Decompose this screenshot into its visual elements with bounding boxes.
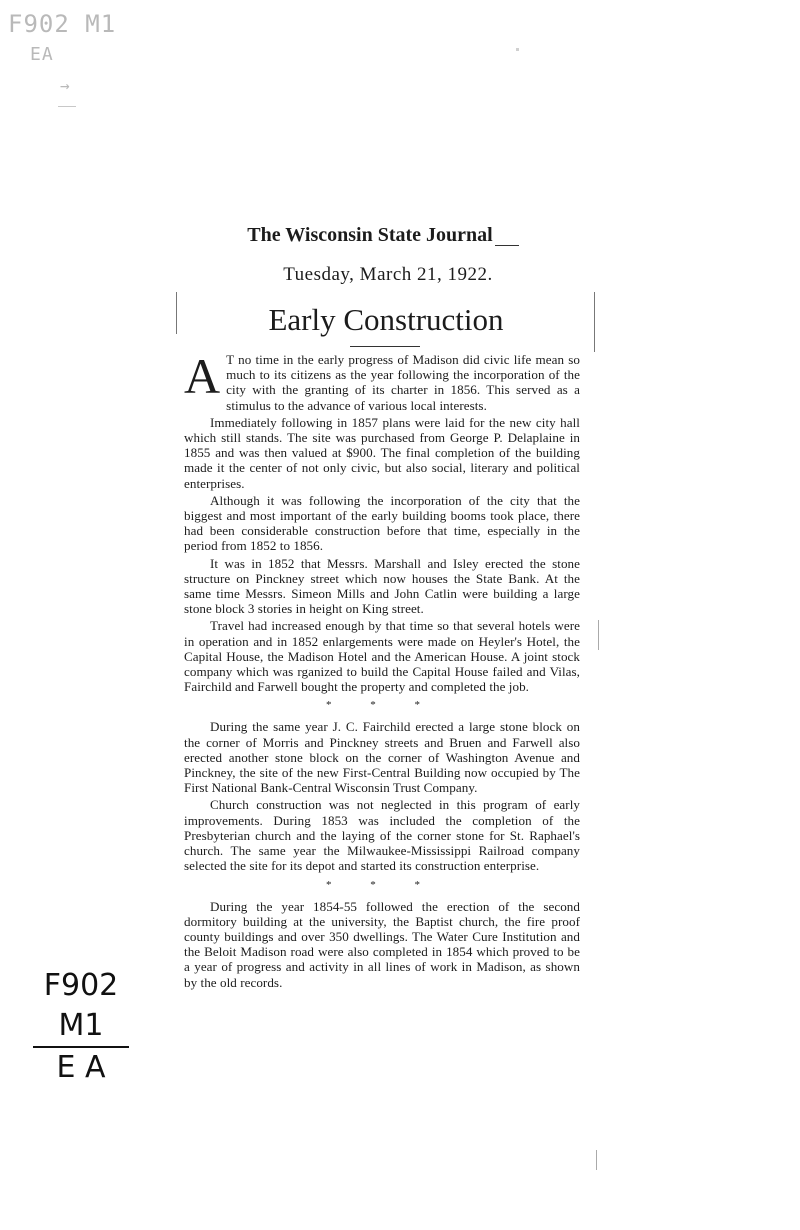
article-paragraph: During the same year J. C. Fairchild erected a large stone block on the corner of Morris and Pinckney streets and Bruen and Farwell also erected another stone block on the corner of Washington Avenue and Pinckney, the site of the new First-Central Building now occupied by The First National Bank-Central Wisconsin Trust Company.: [184, 719, 580, 796]
clipping-edge-bottom: [596, 1150, 597, 1170]
article-paragraph: Immediately following in 1857 plans were laid for the new city hall which still stands. The site was purchased from George P. Delaplaine in 1855 and was then valued at $900. The final completion of the building made it the center of not only civic, but also social, literary and political enterprises.: [184, 414, 580, 491]
article-paragraph: [184, 348, 580, 413]
dateline: Tuesday, March 21, 1922.: [283, 264, 493, 285]
scan-speck: [516, 48, 519, 51]
article-paragraph: Church construction was not neglected in this program of early improvements. During 1853 was included the completion of the Presbyterian church and the laying of the corner stone for St. Raphael's church. The same year the Milwaukee-Mississippi Railroad company selected the site for its depot and started its construction enterprise.: [184, 797, 580, 874]
archive-mark-sub: EA: [30, 44, 54, 65]
article-body: [184, 348, 580, 992]
paragraph-text: T no time in the early progress of Madison did civic life mean so much to its citizens as the year following the incorporation of the city with the granting of its charter in 1856. This served as a stimulus to the advance of various local interests.: [226, 352, 580, 413]
article-paragraph: Travel had increased enough by that time so that several hotels were in operation and in 1852 enlargements were made on Heyler's Hotel, the Capital House, the Madison Hotel and the American House. A joint stock company which was rganized to build the Capital House failed and Vilas, Fairchild and Farwell bought the property and completed the job.: [184, 618, 580, 695]
article-headline: Early Construction: [268, 302, 504, 337]
section-separator: * * *: [326, 878, 438, 891]
handwritten-file-code: [26, 966, 136, 1088]
article-paragraph: Although it was following the incorporation of the city that the biggest and most important of the early building booms took place, there had been considerable construction before that time, especially in the period from 1852 to 1856.: [184, 492, 580, 554]
archive-mark-arrow: →: [60, 76, 71, 95]
handwritten-code-line1: F902 M1: [43, 968, 119, 1043]
masthead-rule: [495, 245, 519, 246]
headline-rule: [350, 346, 420, 347]
handwritten-code-line2: E A: [56, 1050, 106, 1085]
article-paragraph: It was in 1852 that Messrs. Marshall and Isley erected the stone structure on Pinckney street which now houses the State Bank. At the same time Messrs. Simeon Mills and John Catlin were building a large stone block 3 stories in height on King street.: [184, 555, 580, 617]
article-paragraph: During the year 1854-55 followed the erection of the second dormitory building at the university, the Baptist church, the fire proof county buildings and over 350 dwellings. The Water Cure Institution and the Beloit Madison road were also completed in 1854 which proved to be a year of progress and activity in all lines of work in Madison, as shown by the old records.: [184, 898, 580, 990]
archive-mark-top: F902 M1: [8, 10, 117, 38]
clipping-edge-right-lower: [598, 620, 599, 650]
scan-mark: [58, 106, 76, 107]
newspaper-masthead: The Wisconsin State Journal: [247, 224, 493, 246]
drop-cap: A: [184, 348, 221, 404]
section-separator: * * *: [326, 699, 438, 712]
